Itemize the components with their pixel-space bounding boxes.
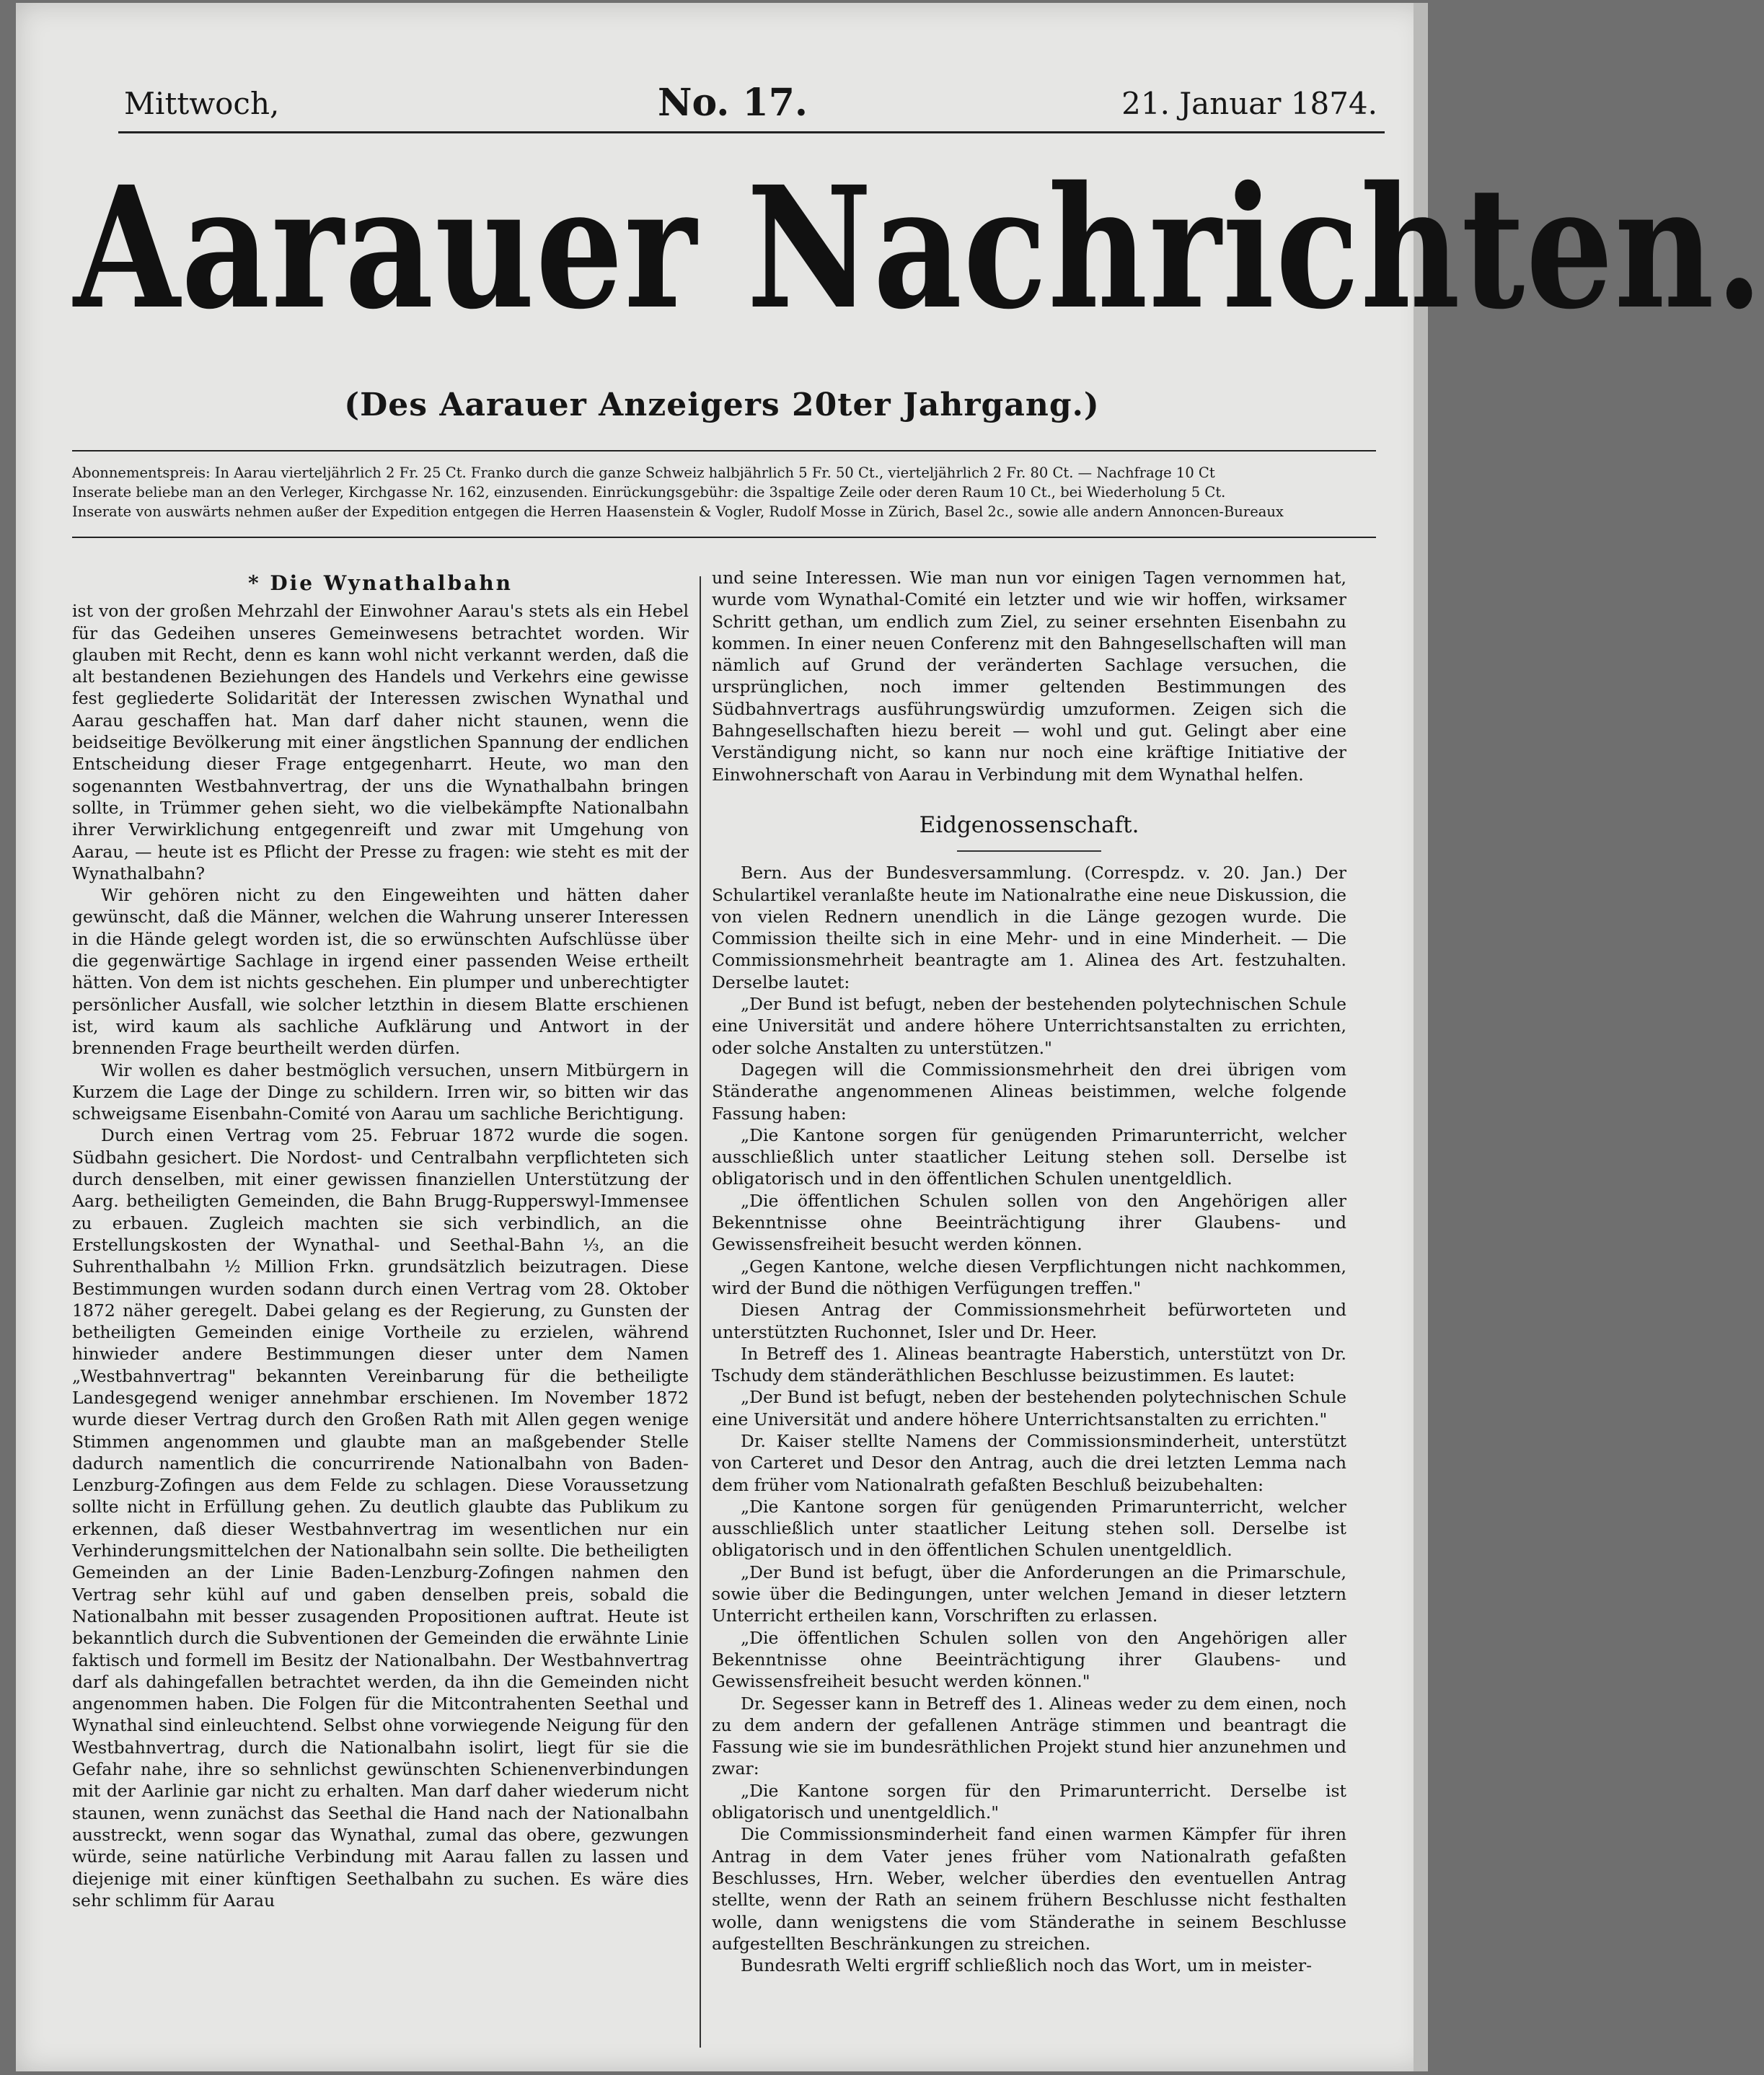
report-paragraph: „Die öffentlichen Schulen sollen von den Angehörigen aller Bekenntnisse ohne Beeinträchtigung ihrer Glaubens- und Gewissensfreiheit besucht werden können.": [712, 1627, 1346, 1692]
section-rule: [957, 850, 1101, 852]
article-paragraph: Durch einen Vertrag vom 25. Februar 1872 wurde die sogen. Südbahn gesichert. Die Nordost- und Centralbahn verpflichteten sich durch denselben, mit einer gewissen finanziellen Unterstützung der Aarg. betheiligten Gemeinden, die Bahn Brugg-Rupperswyl-Immensee zu erbauen. Zugleich machten sie sich verbindlich, an die Erstellungskosten der Wynathal- und Seethal-Bahn ⅓, an die Suhrenthalbahn ½ Million Frkn. grundsätzlich beizutragen. Diese Bestimmungen wurden sodann durch einen Vertrag vom 28. Oktober 1872 näher geregelt. Dabei gelang es der Regierung, zu Gunsten der betheiligten Gemeinden einige Vortheile zu erzielen, während hinwieder andere Bestimmungen dieser unter dem Namen „Westbahnvertrag" bekannten Vereinbarung für die betheiligte Landesgegend weniger annehmbar erschienen. Im November 1872 wurde dieser Vertrag durch den Großen Rath mit Allen gegen wenige Stimmen angenommen und glaubte man an maßgebender Stelle dadurch namentlich die concurrirende Nationalbahn von Baden-Lenzburg-Zofingen aus dem Felde zu schlagen. Diese Voraussetzung sollte nicht in Erfüllung gehen. Zu deutlich glaubte das Publikum zu erkennen, daß dieser Westbahnvertrag im wesentlichen nur ein Verhinderungsmittelchen der Nationalbahn sein sollte. Die betheiligten Gemeinden an der Linie Baden-Lenzburg-Zofingen nahmen den Vertrag sehr kühl auf und gaben denselben preis, sobald die Nationalbahn mit besser zusagenden Propositionen auftrat. Heute ist bekanntlich durch die Subventionen der Gemeinden die erwähnte Linie faktisch und formell im Besitz der Nationalbahn. Der Westbahnvertrag darf als dahingefallen betrachtet werden, da ihn die Gemeinden nicht angenommen haben. Die Folgen für die Mitcontrahenten Seethal und Wynathal sind einleuchtend. Selbst ohne vorwiegende Neigung für den Westbahnvertrag, durch die Nationalbahn isolirt, liegt für sie die Gefahr nahe, ihre so sehnlichst gewünschten Schienenverbindungen mit der Aarlinie gar nicht zu erhalten. Man darf daher wiederum nicht staunen, wenn zunächst das Seethal die Hand nach der Nationalbahn ausstreckt, wenn sogar das Wynathal, zumal das obere, gezwungen würde, seine natürliche Verbindung mit Aarau fallen zu lassen und diejenige mit einer künftigen Seethalbahn zu suchen. Es wäre dies sehr schlimm für Aarau: [72, 1125, 689, 1911]
report-paragraph: „Die Kantone sorgen für den Primarunterricht. Derselbe ist obligatorisch und unentgeldlich.": [712, 1780, 1346, 1823]
report-paragraph: „Die öffentlichen Schulen sollen von den Angehörigen aller Bekenntnisse ohne Beeinträchtigung ihrer Glaubens- und Gewissensfreiheit besucht werden können.: [712, 1190, 1346, 1255]
report-paragraph: Dr. Kaiser stellte Namens der Commissionsminderheit, unterstützt von Carteret und Desor den Antrag, auch die drei letzten Lemma nach dem früher vom Nationalrath gefaßten Beschluß beizubehalten:: [712, 1430, 1346, 1495]
left-column: [72, 573, 689, 1911]
masthead-top-rule: [118, 131, 1385, 133]
report-paragraph: Dr. Segesser kann in Betreff des 1. Alineas weder zu dem einen, noch zu dem andern der gefallenen Anträge stimmen und beantragt die Fassung wie sie im bundesräthlichen Projekt stund hier anzunehmen und zwar:: [712, 1693, 1346, 1779]
section-title: Eidgenossenschaft.: [919, 811, 1139, 838]
issue-number: No. 17.: [658, 81, 808, 125]
report-paragraph: „Der Bund ist befugt, über die Anforderungen an die Primarschule, sowie über die Bedingungen, unter welchen Jemand in dieser letztern Unterricht ertheilen kann, Vorschriften zu erlassen.: [712, 1561, 1346, 1626]
article-paragraph: ist von der großen Mehrzahl der Einwohner Aarau's stets als ein Hebel für das Gedeihen unseres Gemeinwesens betrachtet worden. Wir glauben mit Recht, denn es kann wohl nicht verkannt werden, daß die alt bestandenen Beziehungen des Handels und Verkehrs eine gewisse fest gegliederte Solidarität der Interessen zwischen Wynathal und Aarau geschaffen hat. Man darf daher nicht staunen, wenn die beidseitige Bevölkerung mit einer ängstlichen Spannung der endlichen Entscheidung dieser Frage entgegenharrt. Heute, wo man den sogenannten Westbahnvertrag, der uns die Wynathalbahn bringen sollte, in Trümmer gehen sieht, wo die vielbekämpfte Nationalbahn ihrer Verwirklichung entgegenreift und zwar mit Umgehung von Aarau, — heute ist es Pflicht der Presse zu fragen: wie steht es mit der Wynathalbahn?: [72, 601, 689, 884]
column-divider: [700, 576, 701, 2048]
info-line: Inserate von auswärts nehmen außer der Expedition entgegen die Herren Haasenstein & Vogler, Rudolf Mosse in Zürich, Basel 2c., sowie alle andern Annoncen-Bureaux: [72, 503, 1284, 520]
masthead-bottom-rule: [72, 450, 1376, 451]
report-paragraph: In Betreff des 1. Alineas beantragte Haberstich, unterstützt von Dr. Tschudy dem ständeräthlichen Beschlusse beizustimmen. Es lautet:: [712, 1343, 1346, 1386]
report-paragraph: Dagegen will die Commissionsmehrheit den drei übrigen vom Ständerathe angenommenen Alineas beistimmen, welche folgende Fassung haben:: [712, 1059, 1346, 1124]
report-paragraph: „Die Kantone sorgen für genügenden Primarunterricht, welcher ausschließlich unter staatlicher Leitung stehen soll. Derselbe ist obligatorisch und in den öffentlichen Schulen unentgeldlich.: [712, 1496, 1346, 1561]
report-paragraph: Diesen Antrag der Commissionsmehrheit befürworteten und unterstützten Ruchonnet, Isler und Dr. Heer.: [712, 1300, 1346, 1342]
article-paragraph: Wir wollen es daher bestmöglich versuchen, unsern Mitbürgern in Kurzem die Lage der Dinge zu schildern. Irren wir, so bitten wir das schweigsame Eisenbahn-Comité von Aarau um sachliche Berichtigung.: [72, 1059, 689, 1124]
info-bottom-rule: [72, 537, 1376, 538]
article-paragraph: und seine Interessen. Wie man nun vor einigen Tagen vernommen hat, wurde vom Wynathal-Comité ein letzter und wie wir hoffen, wirksamer Schritt gethan, um endlich zum Ziel, zu seiner ersehnten Eisenbahn zu kommen. In einer neuen Conferenz mit den Bahngesellschaften will man nämlich auf Grund der veränderten Sachlage versuchen, die ursprünglichen, noch immer geltenden Bestimmungen des Südbahnvertrags ausführungswürdig umzuformen. Zeigen sich die Bahngesellschaften hiezu bereit — wohl und gut. Gelingt aber eine Verständigung nicht, so kann nur noch eine kräftige Initiative der Einwohnerschaft von Aarau in Verbindung mit dem Wynathal helfen.: [712, 568, 1346, 785]
newspaper-title: Aarauer Nachrichten.: [74, 149, 1764, 346]
subscription-info: [72, 463, 1376, 521]
right-column: [712, 567, 1346, 1976]
article-title: * Die Wynathalbahn: [248, 571, 513, 595]
report-paragraph: „Der Bund ist befugt, neben der bestehenden polytechnischen Schule eine Universität und andere höhere Unterrichtsanstalten zu errichten.": [712, 1387, 1346, 1429]
article-paragraph: Wir gehören nicht zu den Eingeweihten und hätten daher gewünscht, daß die Männer, welchen die Wahrung unserer Interessen in die Hände gelegt worden ist, die so erwünschten Aufschlüsse über die gegenwärtige Sachlage in irgend einer passenden Weise ertheilt hätten. Von dem ist nichts geschehen. Ein plumper und unberechtigter persönlicher Ausfall, wie solcher letzthin in diesem Blatte erschienen ist, wird kaum als sachliche Aufklärung und Antwort in der brennenden Frage beurtheilt werden dürfen.: [72, 885, 689, 1059]
report-paragraph: Bundesrath Welti ergriff schließlich noch das Wort, um in meister-: [741, 1955, 1313, 1976]
issue-date: 21. Januar 1874.: [1121, 86, 1377, 121]
info-line: Abonnementspreis: In Aarau vierteljährlich 2 Fr. 25 Ct. Franko durch die ganze Schweiz halbjährlich 5 Fr. 50 Ct., vierteljährlich 2 Fr. 80 Ct. — Nachfrage 10 Ct: [72, 464, 1215, 481]
report-paragraph: „Die Kantone sorgen für genügenden Primarunterricht, welcher ausschließlich unter staatlicher Leitung stehen soll. Derselbe ist obligatorisch und in den öffentlichen Schulen unentgeldlich.: [712, 1124, 1346, 1189]
info-line: Inserate beliebe man an den Verleger, Kirchgasse Nr. 162, einzusenden. Einrückungsgebühr: die 3spaltige Zeile oder deren Raum 10 Ct., bei Wiederholung 5 Ct.: [72, 484, 1226, 501]
report-paragraph: „Der Bund ist befugt, neben der bestehenden polytechnischen Schule eine Universität und andere höhere Unterrichtsanstalten zu errichten, oder solche Anstalten zu unterstützen.": [712, 994, 1346, 1058]
newspaper-page: [16, 3, 1764, 2071]
issue-day: Mittwoch,: [124, 86, 280, 121]
masthead: [16, 3, 1764, 450]
report-paragraph: „Gegen Kantone, welche diesen Verpflichtungen nicht nachkommen, wird der Bund die nöthigen Verfügungen treffen.": [712, 1256, 1346, 1298]
report-paragraph: Bern. Aus der Bundesversammlung. (Correspdz. v. 20. Jan.) Der Schulartikel veranlaßte heute im Nationalrathe eine neue Diskussion, die von vielen Rednern unendlich in die Länge gezogen wurde. Die Commission theilte sich in eine Mehr- und in eine Minderheit. — Die Commissionsmehrheit beantragte am 1. Alinea des Art. festzuhalten. Derselbe lautet:: [712, 863, 1346, 992]
newspaper-subtitle: (Des Aarauer Anzeigers 20ter Jahrgang.): [344, 387, 1100, 423]
report-paragraph: Die Commissionsminderheit fand einen warmen Kämpfer für ihren Antrag in dem Vater jenes früher vom Nationalrath gefaßten Beschlusses, Hrn. Weber, welcher überdies den eventuellen Antrag stellte, wenn der Rath an seinem frühern Beschlusse nicht festhalten wolle, dann wenigstens die vom Ständerathe in seinem Beschlusse aufgestellten Beschränkungen zu streichen.: [712, 1824, 1346, 1954]
